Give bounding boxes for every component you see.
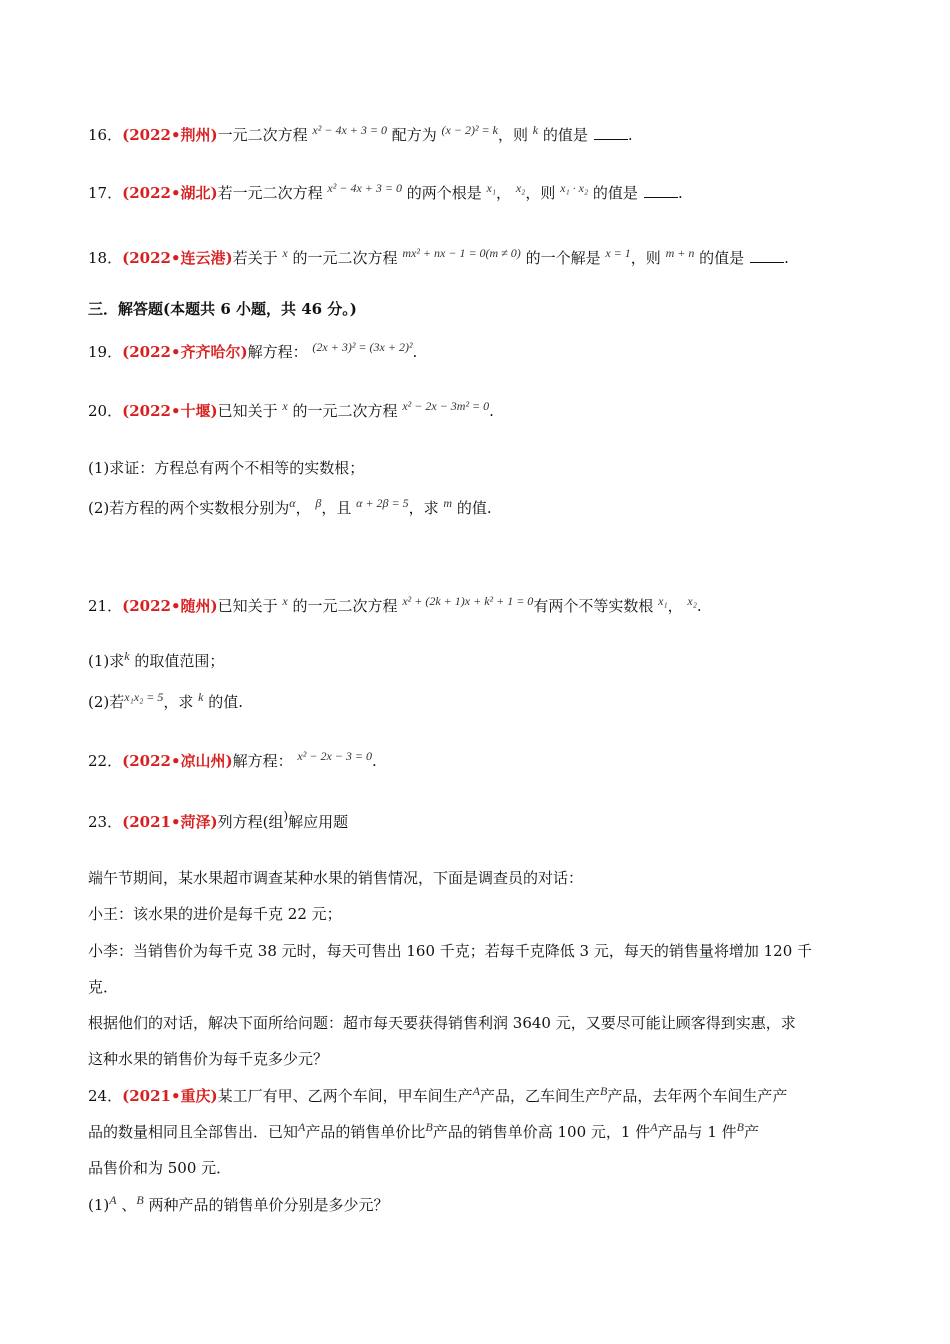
question-23-line: 小王：该水果的进价是每千克 22 元； <box>88 905 342 923</box>
question-19 <box>88 342 417 363</box>
answer-blank[interactable] <box>644 185 678 198</box>
question-text: 产品的销售单价高 100 元，1 件 <box>432 1123 651 1141</box>
formula: (x − 2)² = k <box>441 123 498 137</box>
formula: x₁ · x₂ <box>560 181 589 195</box>
question-text: 、 <box>121 1196 137 1214</box>
punctuation: . <box>677 184 683 202</box>
formula: x <box>282 594 288 608</box>
question-text: 若一元二次方程 <box>217 184 323 202</box>
question-text: ， <box>667 597 683 615</box>
punctuation: . <box>627 126 633 144</box>
question-text: 解方程： <box>247 343 308 361</box>
question-text: ， <box>295 499 311 517</box>
question-text: ，且 <box>321 499 352 517</box>
question-24-part-1 <box>88 1195 389 1216</box>
formula: x² − 2x − 3 = 0 <box>297 749 372 763</box>
question-text: 两种产品的销售单价分别是多少元？ <box>148 1196 389 1214</box>
punctuation: . <box>412 343 418 361</box>
answer-blank[interactable] <box>750 250 784 263</box>
formula: A <box>109 1193 117 1207</box>
question-text: ，求 <box>408 499 439 517</box>
question-text: (1)求 <box>88 652 125 670</box>
question-source: (2021•菏泽) <box>122 813 218 831</box>
question-text: 列方程(组 <box>217 813 284 831</box>
question-text: (2)若方程的两个实数根分别为 <box>88 499 290 517</box>
question-text: (1) <box>88 1196 110 1214</box>
question-text: 的一元二次方程 <box>292 249 398 267</box>
formula: x₁x₂ = 5 <box>124 690 164 704</box>
question-23-line: 这种水果的销售价为每千克多少元？ <box>88 1050 329 1068</box>
question-number: 20． <box>88 402 123 420</box>
formula: A <box>472 1084 480 1098</box>
question-24 <box>88 1086 787 1107</box>
question-source: (2022•荆州) <box>122 126 218 144</box>
question-text: 若关于 <box>232 249 278 267</box>
question-source: (2022•随州) <box>122 597 218 615</box>
formula: m <box>443 496 453 510</box>
question-text: 有两个不等实数根 <box>533 597 654 615</box>
question-number: 23． <box>88 813 123 831</box>
question-text: 的值. <box>208 693 244 711</box>
question-number: 19． <box>88 343 123 361</box>
formula: α <box>289 496 296 510</box>
question-number: 22． <box>88 752 123 770</box>
formula: B <box>600 1084 608 1098</box>
question-text: ，求 <box>163 693 194 711</box>
formula: x₂ <box>687 594 697 608</box>
question-21-part-2 <box>88 692 243 713</box>
formula: k <box>532 123 539 137</box>
formula: x = 1 <box>605 246 631 260</box>
question-text: 解应用题 <box>288 813 349 831</box>
question-text: 已知关于 <box>217 597 278 615</box>
question-text: 的一元二次方程 <box>292 597 398 615</box>
formula: x <box>282 399 288 413</box>
question-18 <box>88 248 789 269</box>
question-21 <box>88 596 702 617</box>
punctuation: . <box>784 249 789 267</box>
question-source: (2022•连云港) <box>122 249 233 267</box>
question-text: 的值是 <box>699 249 745 267</box>
question-24-line-2 <box>88 1122 759 1143</box>
question-22 <box>88 751 377 772</box>
question-23-line: 克． <box>88 978 119 996</box>
question-23-line: 小李：当销售价为每千克 38 元时，每天可售出 160 千克；若每千克降低 3 元，每天的销售量将增加 120 千 <box>88 942 813 960</box>
question-text: ，则 <box>497 126 528 144</box>
punctuation: . <box>696 597 702 615</box>
formula: x² − 2x − 3m² = 0 <box>402 399 490 413</box>
question-text: 某工厂有甲、乙两个车间，甲车间生产 <box>217 1087 473 1105</box>
question-text: 品的数量相同且全部售出．已知 <box>88 1123 299 1141</box>
question-21-part-1 <box>88 651 224 672</box>
section-heading: 三．解答题(本题共 6 小题，共 46 分。) <box>88 300 357 318</box>
question-text: (2)若 <box>88 693 125 711</box>
question-source: (2022•齐齐哈尔) <box>122 343 248 361</box>
question-text: 产品的销售单价比 <box>305 1123 426 1141</box>
formula: α + 2β = 5 <box>356 496 409 510</box>
question-text: 产品与 1 件 <box>657 1123 737 1141</box>
question-source: (2021•重庆) <box>122 1087 218 1105</box>
formula: x² + (2k + 1)x + k² + 1 = 0 <box>402 594 534 608</box>
formula: A <box>298 1120 306 1134</box>
formula: m + n <box>665 246 695 260</box>
formula: B <box>736 1120 744 1134</box>
question-text: ，则 <box>525 184 556 202</box>
question-24-line-3: 品售价和为 500 元． <box>88 1159 232 1177</box>
question-23-line: 端午节期间，某水果超市调查某种水果的销售情况，下面是调查员的对话： <box>88 869 584 887</box>
formula: x² − 4x + 3 = 0 <box>312 123 387 137</box>
question-number: 24． <box>88 1087 123 1105</box>
formula: mx² + nx − 1 = 0(m ≠ 0) <box>402 246 521 260</box>
question-16 <box>88 125 633 146</box>
punctuation: . <box>371 752 377 770</box>
question-number: 16． <box>88 126 123 144</box>
question-text: ， <box>496 184 512 202</box>
question-17 <box>88 183 683 204</box>
question-text: 产品，去年两个车间生产产 <box>607 1087 788 1105</box>
question-20-part-2 <box>88 498 492 519</box>
question-number: 17． <box>88 184 123 202</box>
question-23-line: 根据他们的对话，解决下面所给问题：超市每天要获得销售利润 3640 元，又要尽可能让顾客得到实惠，求 <box>88 1014 796 1032</box>
formula: x₂ <box>515 181 526 195</box>
formula: k <box>198 690 204 704</box>
question-number: 21． <box>88 597 123 615</box>
formula: x₁ <box>658 594 668 608</box>
question-20-part-1: (1)求证：方程总有两个不相等的实数根； <box>88 459 365 477</box>
question-text: 的一元二次方程 <box>292 402 398 420</box>
question-source: (2022•凉山州) <box>122 752 233 770</box>
question-23 <box>88 809 349 833</box>
formula: B <box>136 1193 144 1207</box>
question-text: ，则 <box>630 249 661 267</box>
formula: A <box>650 1120 658 1134</box>
question-text: 产品，乙车间生产 <box>479 1087 600 1105</box>
question-text: 的值是 <box>542 126 588 144</box>
formula: x² − 4x + 3 = 0 <box>327 181 402 195</box>
question-number: 18． <box>88 249 123 267</box>
answer-blank[interactable] <box>594 127 628 140</box>
question-text: 产 <box>743 1123 759 1141</box>
question-source: (2022•湖北) <box>122 184 218 202</box>
question-text: 的值是 <box>592 184 638 202</box>
formula: k <box>124 649 130 663</box>
question-text: ) <box>283 809 289 823</box>
question-text: 已知关于 <box>217 402 278 420</box>
question-source: (2022•十堰) <box>122 402 218 420</box>
question-text: 的一个解是 <box>525 249 601 267</box>
question-text: 解方程： <box>232 752 293 770</box>
question-text: 的值. <box>456 499 492 517</box>
formula: x <box>282 246 288 260</box>
formula: β <box>315 496 322 510</box>
formula: x₁ <box>486 181 497 195</box>
question-text: 的取值范围； <box>134 652 225 670</box>
question-text: 一元二次方程 <box>217 126 308 144</box>
formula: (2x + 3)² = (3x + 2)² <box>312 340 413 354</box>
question-20 <box>88 401 494 422</box>
question-text: 的两个根是 <box>406 184 482 202</box>
formula: B <box>425 1120 433 1134</box>
question-text: 配方为 <box>391 126 437 144</box>
punctuation: . <box>489 402 494 420</box>
